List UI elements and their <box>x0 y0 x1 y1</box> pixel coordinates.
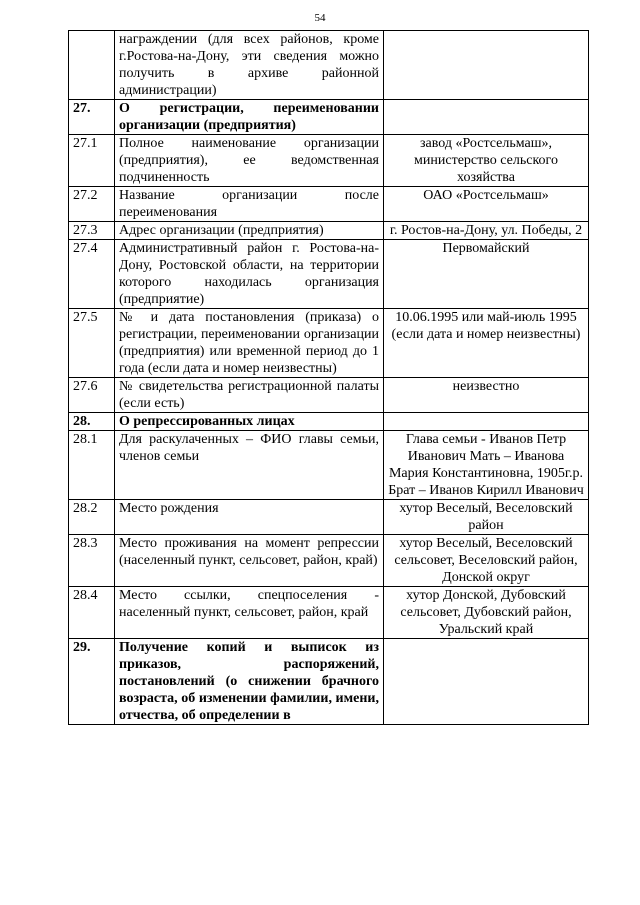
table-row <box>69 431 589 500</box>
row-value <box>384 100 589 135</box>
table-row <box>69 535 589 587</box>
row-description: Для раскулаченных – ФИО главы семьи, членов семьи <box>115 431 384 500</box>
row-description: Место рождения <box>115 500 384 535</box>
row-description: Полное наименование организации (предприятия), ее ведомственная подчиненность <box>115 135 384 187</box>
row-value <box>384 413 589 431</box>
table-row <box>69 240 589 309</box>
table-row <box>69 309 589 378</box>
section-row <box>69 100 589 135</box>
row-description: № свидетельства регистрационной палаты (если есть) <box>115 378 384 413</box>
row-value: Первомайский <box>384 240 589 309</box>
row-description: Административный район г. Ростова-на-Дону, Ростовской области, на территории которого находилась организация (предприятие) <box>115 240 384 309</box>
table-row <box>69 378 589 413</box>
section-title: О регистрации, переименовании организации (предприятия) <box>115 100 384 135</box>
row-number: 27.6 <box>69 378 115 413</box>
row-number: 28.3 <box>69 535 115 587</box>
section-title: О репрессированных лицах <box>115 413 384 431</box>
table-row <box>69 187 589 222</box>
row-description: Название организации после переименования <box>115 187 384 222</box>
row-description: награждении (для всех районов, кроме г.Ростова-на-Дону, эти сведения можно получить в архиве районной администрации) <box>115 31 384 100</box>
section-number: 27. <box>69 100 115 135</box>
row-value: неизвестно <box>384 378 589 413</box>
row-number: 28.2 <box>69 500 115 535</box>
section-title: Получение копий и выписок из приказов, распоряжений, постановлений (о снижении брачного возраста, об изменении фамилии, имени, отчества, об определении в <box>115 639 384 725</box>
row-value: Глава семьи - Иванов Петр Иванович Мать – Иванова Мария Константиновна, 1905г.р. Брат – Иванов Кирилл Иванович <box>384 431 589 500</box>
row-description: № и дата постановления (приказа) о регистрации, переименовании организации (предприятия) или временной период до 1 года (если дата и номер неизвестны) <box>115 309 384 378</box>
row-value <box>384 639 589 725</box>
row-description: Место проживания на момент репрессии (населенный пункт, сельсовет, район, край) <box>115 535 384 587</box>
row-value: хутор Веселый, Веселовский район <box>384 500 589 535</box>
row-number: 27.3 <box>69 222 115 240</box>
row-number: 28.1 <box>69 431 115 500</box>
table-row <box>69 31 589 100</box>
table-row <box>69 500 589 535</box>
row-value: г. Ростов-на-Дону, ул. Победы, 2 <box>384 222 589 240</box>
row-number: 27.4 <box>69 240 115 309</box>
row-value: завод «Ростсельмаш», министерство сельского хозяйства <box>384 135 589 187</box>
row-value: ОАО «Ростсельмаш» <box>384 187 589 222</box>
row-description: Место ссылки, спецпоселения - населенный пункт, сельсовет, район, край <box>115 587 384 639</box>
row-value: хутор Веселый, Веселовский сельсовет, Веселовский район, Донской округ <box>384 535 589 587</box>
section-row <box>69 413 589 431</box>
section-number: 29. <box>69 639 115 725</box>
section-number: 28. <box>69 413 115 431</box>
row-value <box>384 31 589 100</box>
archive-request-table <box>68 30 589 725</box>
row-number: 27.1 <box>69 135 115 187</box>
table-row <box>69 135 589 187</box>
row-number: 28.4 <box>69 587 115 639</box>
row-value: хутор Донской, Дубовский сельсовет, Дубовский район, Уральский край <box>384 587 589 639</box>
row-number: 27.5 <box>69 309 115 378</box>
row-number: 27.2 <box>69 187 115 222</box>
page-number: 54 <box>314 12 326 24</box>
table-row <box>69 222 589 240</box>
row-number <box>69 31 115 100</box>
section-row <box>69 639 589 725</box>
table-row <box>69 587 589 639</box>
row-value: 10.06.1995 или май-июль 1995 (если дата и номер неизвестны) <box>384 309 589 378</box>
row-description: Адрес организации (предприятия) <box>115 222 384 240</box>
